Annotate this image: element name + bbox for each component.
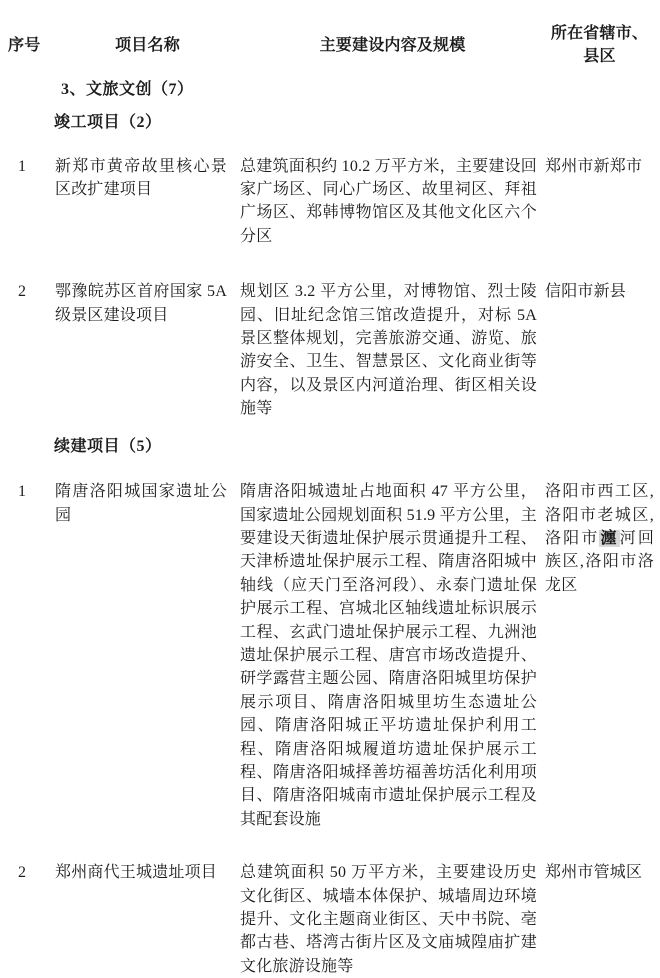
column-header-location: 所在省辖市、县区	[550, 25, 649, 66]
row-index: 2	[18, 283, 27, 301]
project-content: 规划区 3.2 平方公里，对博物馆、烈士陵园、旧址纪念馆三馆改造提升，对标 5A 景区整体规划，完善旅游交通、游览、旅游安全、卫生、智慧景区、文化商业街等内容，以及景区内河道治理、街区相关设施等	[240, 283, 537, 418]
project-location	[545, 480, 654, 831]
row-index: 1	[18, 157, 27, 175]
table-header-row	[8, 22, 654, 69]
project-location: 信阳市新县	[545, 283, 627, 301]
project-content: 总建筑面积约 10.2 万平方米，主要建设回家广场区、同心广场区、故里祠区、拜祖广场区、郑韩博物馆区及其他文化区六个分区	[240, 157, 537, 245]
row-index: 1	[18, 483, 27, 501]
table-row	[8, 480, 654, 831]
section-title: 3、文旅文创（7）	[61, 80, 194, 98]
table-row	[8, 280, 654, 420]
project-location: 郑州市新郑市	[545, 157, 643, 175]
table-row	[8, 861, 654, 978]
rare-char-highlight: 瀍	[600, 529, 619, 547]
column-header-content: 主要建设内容及规模	[319, 36, 466, 54]
column-header-no: 序号	[8, 36, 41, 54]
project-location: 郑州市管城区	[545, 864, 643, 882]
table-row	[8, 155, 654, 249]
project-name: 隋唐洛阳城国家遗址公园	[55, 483, 227, 524]
project-content: 总建筑面积 50 万平方米，主要建设历史文化街区、城墙本体保护、城墙周边环境提升、文化主题商业街区、天中书院、亳都古巷、塔湾古街片区及文庙城隍庙扩建文化旅游设施等	[240, 864, 537, 975]
project-name: 新郑市黄帝故里核心景区改扩建项目	[55, 157, 227, 199]
group-title-continued: 续建项目（5）	[54, 437, 162, 455]
project-content: 隋唐洛阳城遗址占地面积 47 平方公里，国家遗址公园规划面积 51.9 平方公里，主要建设天街遗址保护展示贯通提升工程、天津桥遗址保护展示工程、隋唐洛阳城中轴线（应天门至洛河段）、永泰门遗址保护展示工程、宫城北区轴线遗址标识展示工程、玄武门遗址保护展示工程、九洲池遗址保护展示工程、唐宫市场改造提升、研学露营主题公园、隋唐洛阳城里坊保护展示项目、隋唐洛阳城里坊生态遗址公园、隋唐洛阳城正平坊遗址保护利用工程、隋唐洛阳城履道坊遗址保护展示工程、隋唐洛阳城择善坊福善坊活化利用项目、隋唐洛阳城南市遗址保护展示工程及其配套设施	[240, 483, 537, 828]
location-text: 洛阳市西工区,洛阳市老城区,洛阳市	[545, 483, 654, 547]
project-name: 郑州商代王城遗址项目	[55, 864, 218, 882]
column-header-name: 项目名称	[115, 36, 180, 54]
row-index: 2	[18, 864, 27, 882]
group-title-completed: 竣工项目（2）	[54, 114, 162, 132]
project-name: 鄂豫皖苏区首府国家 5A 级景区建设项目	[55, 283, 227, 324]
location-text: 河回族区,洛阳市洛龙区	[545, 529, 655, 594]
